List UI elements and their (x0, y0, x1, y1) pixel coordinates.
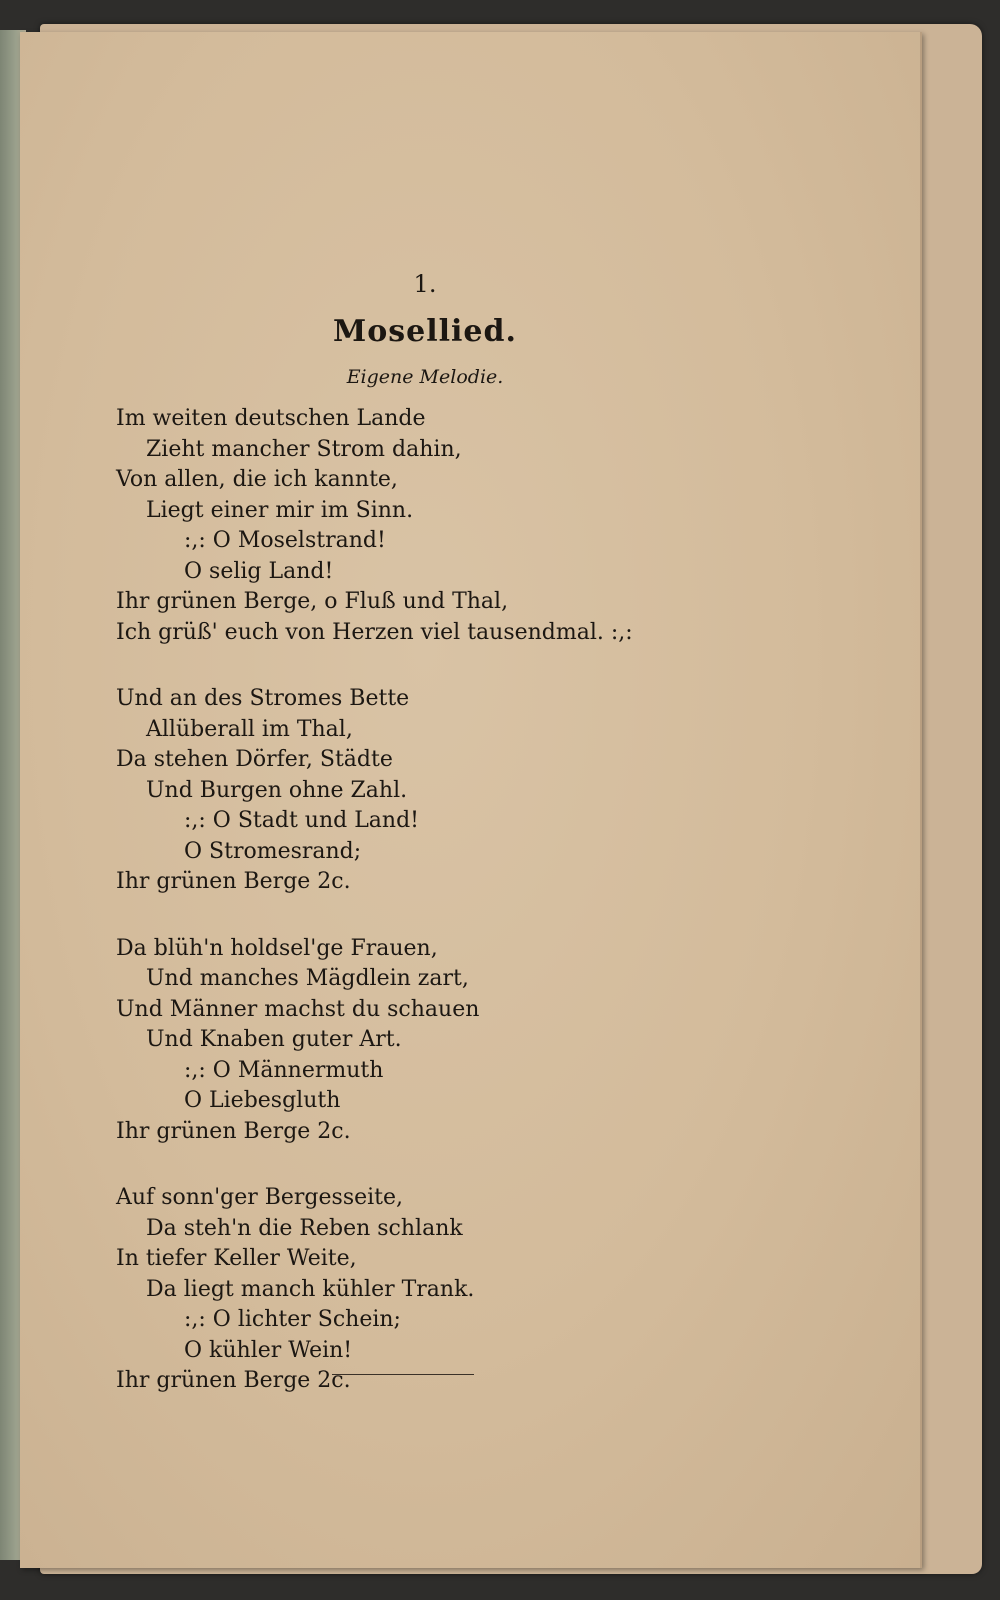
verse-line: Ich grüß' euch von Herzen viel tausendmal. :,: (116, 619, 633, 645)
verse-line: Da blüh'n holdsel'ge Frauen, (116, 935, 438, 961)
book-page (20, 32, 922, 1568)
verse-line: Ihr grünen Berge 2c. (116, 1368, 351, 1393)
verse-line: O Liebesgluth (184, 1088, 341, 1113)
verse-line: Auf sonn'ger Bergesseite, (116, 1185, 404, 1210)
stanza (116, 1183, 836, 1397)
song-title: Mosellied. (333, 314, 517, 349)
verse-line: :,: O Stadt und Land! (184, 808, 420, 833)
verse-line: Und Männer machst du schauen (116, 996, 480, 1022)
end-rule (332, 1374, 474, 1375)
song-verses (116, 404, 836, 1433)
verse-line: Zieht mancher Strom dahin, (146, 436, 462, 462)
verse-line: Ihr grünen Berge, o Fluß und Thal, (116, 589, 509, 614)
verse-line: O Stromesrand; (184, 838, 362, 864)
verse-line: Ihr grünen Berge 2c. (116, 1118, 351, 1144)
verse-line: :,: O lichter Schein; (184, 1307, 401, 1332)
verse-line: Allüberall im Thal, (146, 716, 353, 742)
verse-line: Da steh'n die Reben schlank (146, 1215, 463, 1241)
verse-line: Liegt einer mir im Sinn. (146, 497, 414, 523)
stanza (116, 934, 836, 1148)
song-subtitle: Eigene Melodie. (346, 366, 504, 388)
verse-line: In tiefer Keller Weite, (116, 1246, 357, 1271)
verse-line: :,: O Moselstrand! (184, 528, 386, 553)
verse-line: Und manches Mägdlein zart, (146, 966, 469, 991)
verse-line: Und Knaben guter Art. (146, 1027, 402, 1052)
verse-line: Von allen, die ich kannte, (116, 467, 398, 492)
verse-line: Ihr grünen Berge 2c. (116, 869, 351, 894)
stanza (116, 404, 836, 648)
verse-line: Im weiten deutschen Lande (116, 406, 426, 431)
song-number: 1. (413, 270, 437, 298)
stanza (116, 684, 836, 898)
verse-line: Und an des Stromes Bette (116, 686, 410, 711)
verse-line: Und Burgen ohne Zahl. (146, 777, 408, 803)
verse-line: O selig Land! (184, 558, 334, 584)
verse-line: O kühler Wein! (184, 1337, 353, 1363)
verse-line: :,: O Männermuth (184, 1057, 384, 1083)
verse-line: Da liegt manch kühler Trank. (146, 1276, 475, 1302)
verse-line: Da stehen Dörfer, Städte (116, 747, 393, 772)
